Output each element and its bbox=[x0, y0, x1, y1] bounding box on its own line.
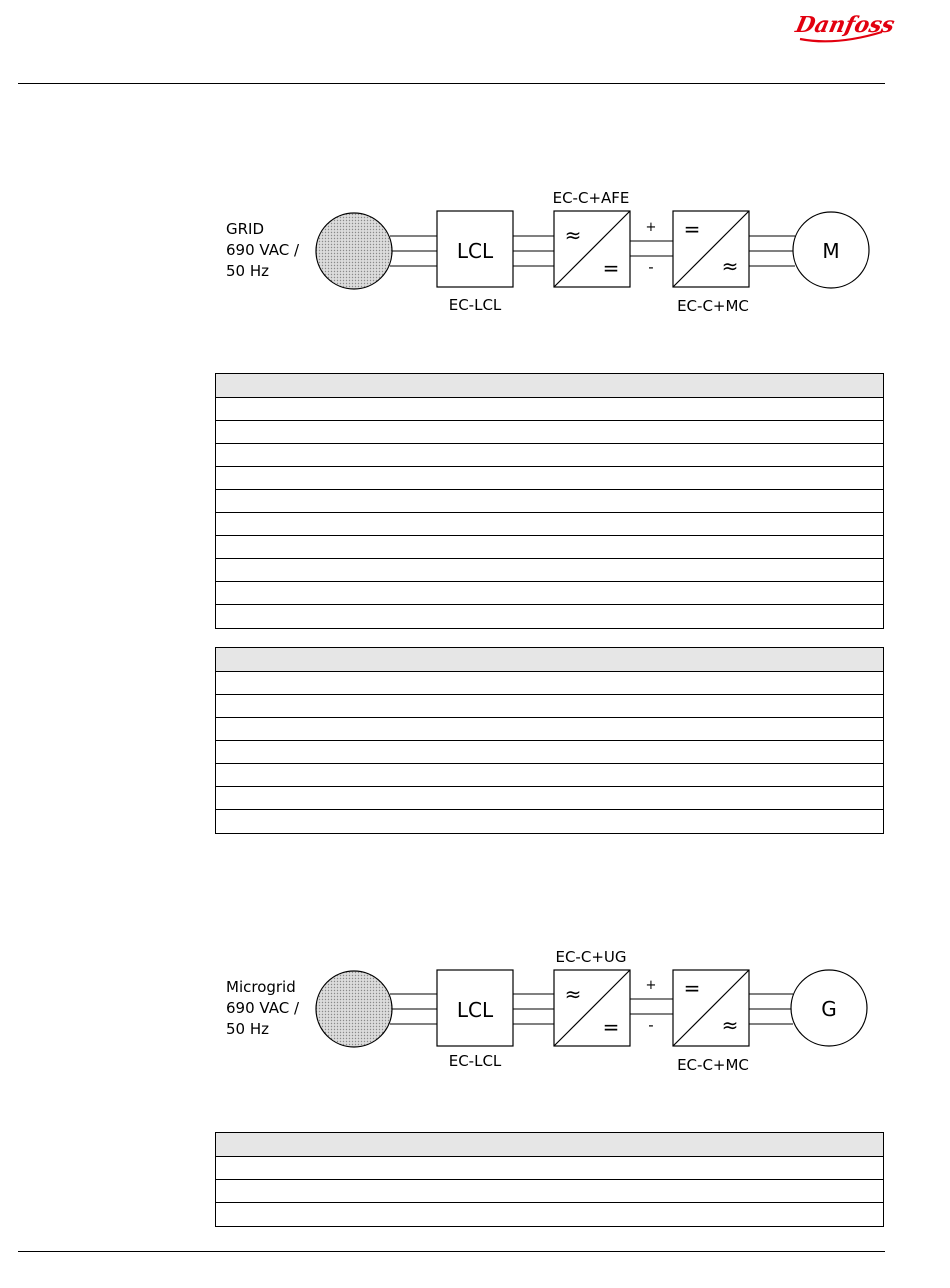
table-row bbox=[216, 421, 883, 444]
table-row bbox=[216, 467, 883, 490]
source-label-line-3: 50 Hz bbox=[226, 262, 270, 280]
dc-plus-label: + bbox=[645, 220, 657, 235]
table-row bbox=[216, 695, 883, 718]
source-label-line-1: Microgrid bbox=[226, 978, 296, 996]
table-row bbox=[216, 718, 883, 741]
table-header bbox=[216, 648, 883, 672]
converter-2-top-symbol: = bbox=[683, 217, 701, 241]
lcl-filter-caption: EC-LCL bbox=[448, 296, 502, 314]
table-row bbox=[216, 582, 883, 605]
grid-source-symbol bbox=[316, 213, 392, 289]
table-row bbox=[216, 490, 883, 513]
dc-minus-label: - bbox=[648, 258, 654, 276]
table-row bbox=[216, 1157, 883, 1180]
table-3 bbox=[215, 1132, 884, 1227]
table-row bbox=[216, 1203, 883, 1226]
converter-1-bottom-symbol: = bbox=[602, 256, 620, 280]
table-row bbox=[216, 810, 883, 833]
table-row bbox=[216, 559, 883, 582]
source-label-line-3: 50 Hz bbox=[226, 1020, 270, 1038]
table-row bbox=[216, 513, 883, 536]
header-rule bbox=[18, 83, 885, 84]
lcl-filter-label: LCL bbox=[456, 998, 494, 1022]
table-row bbox=[216, 764, 883, 787]
converter-2-bottom-symbol: ≈ bbox=[721, 1013, 739, 1037]
table-row bbox=[216, 605, 883, 628]
table-row bbox=[216, 536, 883, 559]
converter-1-bottom-symbol: = bbox=[602, 1015, 620, 1039]
table-row bbox=[216, 1180, 883, 1203]
table-row bbox=[216, 444, 883, 467]
converter-1-top-symbol: ≈ bbox=[564, 223, 582, 247]
lcl-filter-caption: EC-LCL bbox=[448, 1052, 502, 1070]
converter-2-bottom-symbol: ≈ bbox=[721, 254, 739, 278]
source-label-line-1: GRID bbox=[226, 220, 265, 238]
table-header bbox=[216, 374, 883, 398]
svg-text:Danfoss: Danfoss bbox=[793, 12, 897, 38]
source-label-line-2: 690 VAC / bbox=[226, 999, 299, 1017]
converter-2-caption: EC-C+MC bbox=[677, 297, 749, 315]
converter-2-caption: EC-C+MC bbox=[677, 1056, 749, 1074]
table-header bbox=[216, 1133, 883, 1157]
source-label-line-2: 690 VAC / bbox=[226, 241, 299, 259]
table-1 bbox=[215, 373, 884, 629]
danfoss-logo bbox=[793, 6, 897, 44]
dc-minus-label: - bbox=[648, 1016, 654, 1034]
table-2 bbox=[215, 647, 884, 834]
table-row bbox=[216, 398, 883, 421]
converter-2-top-symbol: = bbox=[683, 976, 701, 1000]
microgrid-source-symbol bbox=[316, 971, 392, 1047]
table-row bbox=[216, 741, 883, 764]
drive-diagram-microgrid bbox=[0, 938, 950, 1098]
dc-plus-label: + bbox=[645, 978, 657, 993]
table-row bbox=[216, 672, 883, 695]
converter-1-caption: EC-C+UG bbox=[555, 948, 627, 966]
drive-diagram-grid bbox=[0, 180, 950, 340]
generator-label: G bbox=[821, 997, 837, 1021]
table-row bbox=[216, 787, 883, 810]
motor-label: M bbox=[822, 239, 840, 263]
converter-1-caption: EC-C+AFE bbox=[552, 189, 630, 207]
lcl-filter-label: LCL bbox=[456, 239, 494, 263]
footer-rule bbox=[18, 1251, 885, 1252]
converter-1-top-symbol: ≈ bbox=[564, 982, 582, 1006]
